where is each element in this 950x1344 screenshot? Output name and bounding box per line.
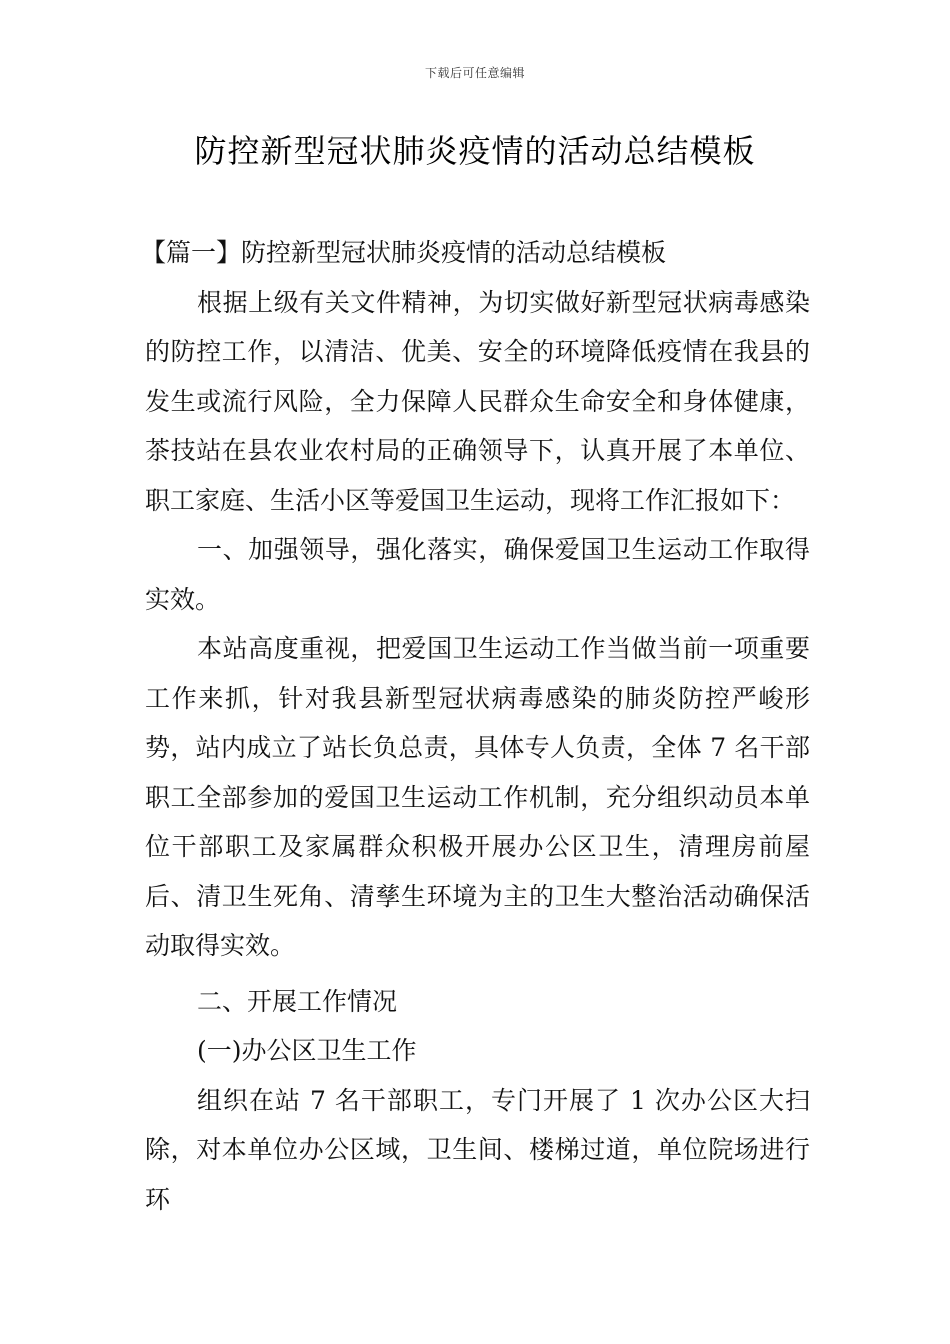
paragraph-point-two: 二、开展工作情况 <box>197 986 398 1016</box>
section-heading: 【篇一】防控新型冠状肺炎疫情的活动总结模板 <box>141 238 667 267</box>
paragraph-office-cleaning: 组织在站 7 名干部职工，专门开展了 1 次办公区大扫除，对本单位办公区域，卫生间、楼梯过道，单位院场进行环 <box>145 1085 810 1214</box>
paragraph-leadership: 本站高度重视，把爱国卫生运动工作当做当前一项重要工作来抓，针对我县新型冠状病毒感染的肺炎防控严峻形势，站内成立了站长负总责，具体专人负责，全体 7 名干部职工全部参加的爱国卫生运动工作机制，充分组织动员本单位干部职工及家属群众积极开展办公区卫生，清理房前屋后、清卫生死角、清孳生环境为主的卫生大整治活动确保活动取得实效。 <box>145 634 810 960</box>
document-title: 防控新型冠状肺炎疫情的活动总结模板 <box>194 132 756 170</box>
paragraph-subheading-office: (一)办公区卫生工作 <box>197 1036 417 1065</box>
document-body <box>141 228 810 1224</box>
paragraph-intro: 根据上级有关文件精神，为切实做好新型冠状病毒感染的防控工作，以清洁、优美、安全的环境降低疫情在我县的发生或流行风险，全力保障人民群众生命安全和身体健康，茶技站在县农业农村局的正确领导下，认真开展了本单位、职工家庭、生活小区等爱国卫生运动，现将工作汇报如下： <box>145 287 810 515</box>
header-note: 下载后可任意编辑 <box>424 66 525 80</box>
paragraph-point-one: 一、加强领导，强化落实，确保爱国卫生运动工作取得实效。 <box>145 535 810 614</box>
